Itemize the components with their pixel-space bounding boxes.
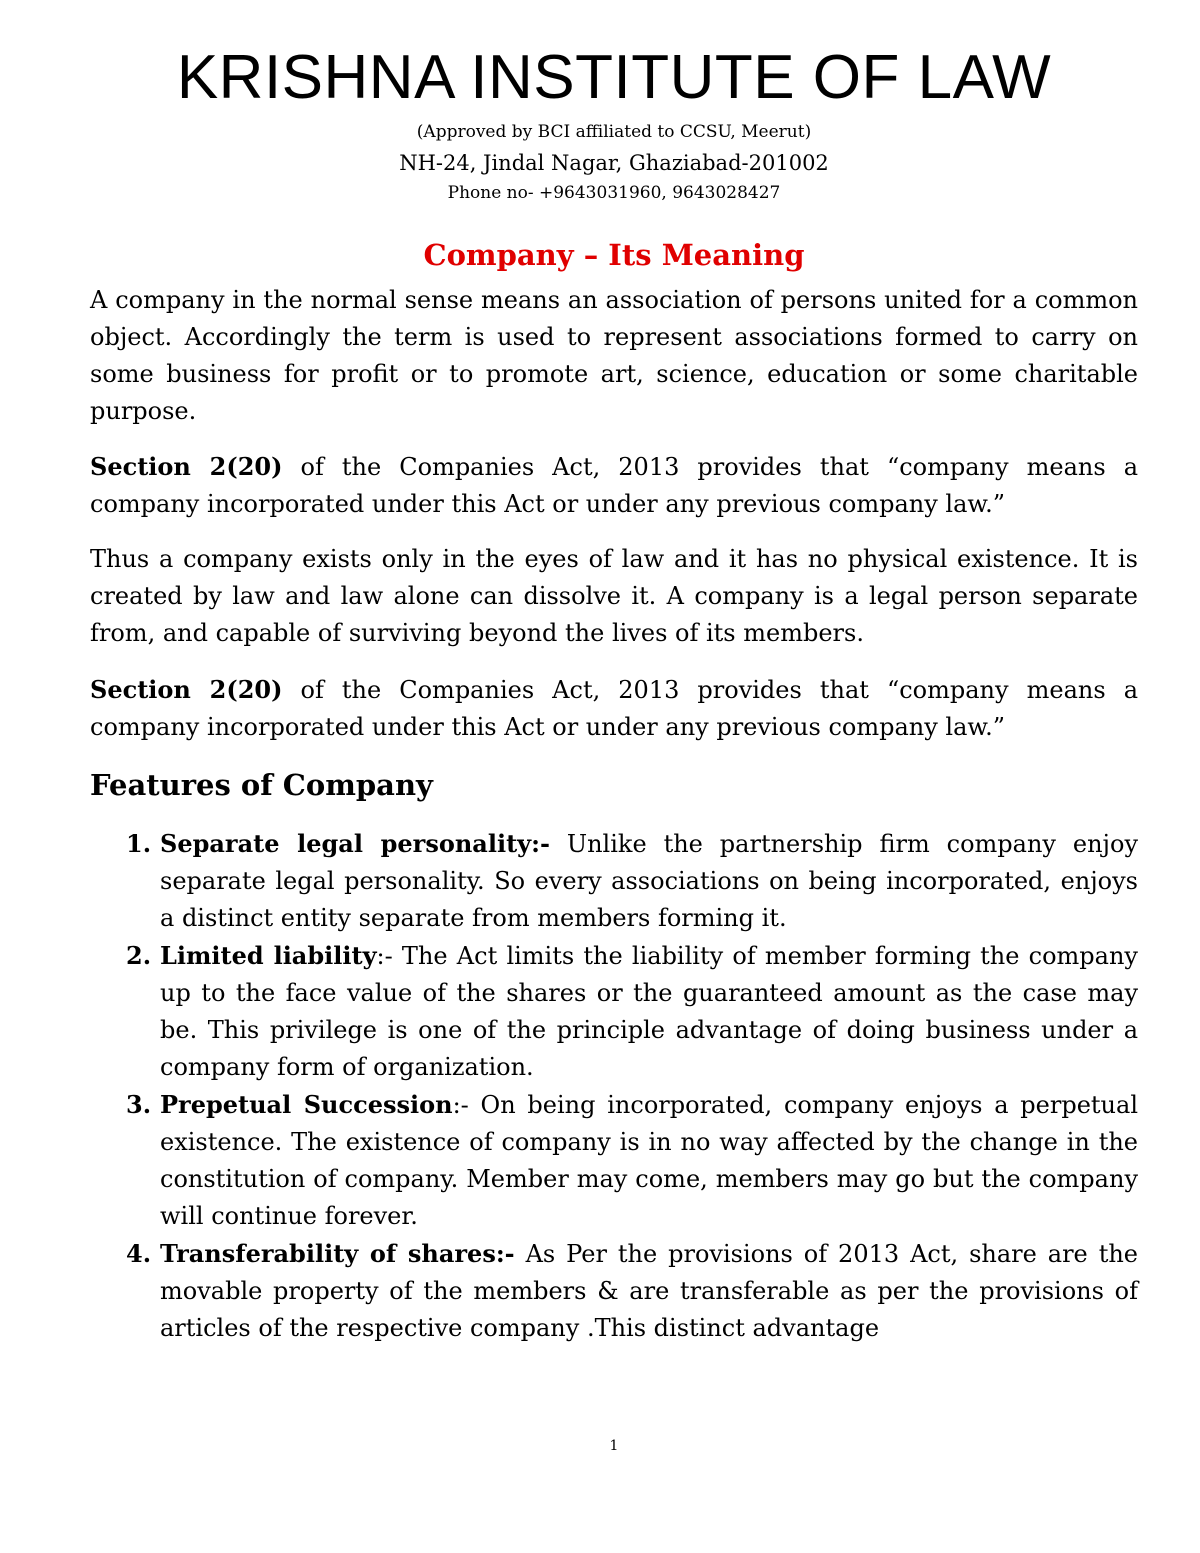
- feature-term: Prepetual Succession: [160, 1090, 453, 1119]
- feature-text: :- On being incorporated, company enjoys a perpetual existence. The existence of company is in no way affected by the change in the constitution of company. Member may come, members may go but the company will continue forever.: [160, 1091, 1138, 1230]
- existence-paragraph: Thus a company exists only in the eyes of law and it has no physical existence. It is created by law and law alone can dissolve it. A company is a legal person separate from, and capable of surviving beyond the lives of its members.: [90, 545, 1138, 647]
- address-line: NH-24, Jindal Nagar, Ghaziabad-201002: [399, 151, 829, 175]
- feature-term: Transferability of shares:-: [160, 1239, 515, 1268]
- section-definition-text: of the Companies Act, 2013 provides that “company means a company incorporated under this Act or under any previous company law.”: [90, 676, 1139, 741]
- section-definition-text: of the Companies Act, 2013 provides that “company means a company incorporated under this Act or under any previous company law.”: [90, 453, 1139, 518]
- intro-paragraph: A company in the normal sense means an association of persons united for a common object. Accordingly the term is used to represent associations formed to carry on some business for profit or to promote art, science, education or some charitable purpose.: [90, 286, 1138, 425]
- feature-text: As Per the provisions of 2013 Act, share are the movable property of the members & are transferable as per the provisions of articles of the respective company .This distinct advantage: [160, 1240, 1138, 1342]
- feature-item: [90, 1086, 1138, 1235]
- feature-text: :- The Act limits the liability of member forming the company up to the face value of the shares or the guaranteed amount as the case may be. This privilege is one of the principle advantage of doing business under a company form of organization.: [160, 942, 1138, 1081]
- phone-line: Phone no- +9643031960, 9643028427: [447, 183, 781, 203]
- approval-line: (Approved by BCI affiliated to CCSU, Meerut): [416, 122, 812, 142]
- page-number: 1: [609, 1438, 619, 1454]
- section-definition-paragraph-repeat: [90, 671, 1138, 746]
- section-definition-paragraph: [90, 448, 1138, 523]
- feature-term: Separate legal personality:-: [160, 829, 550, 858]
- feature-item: [90, 825, 1138, 937]
- document-title: Company – Its Meaning: [423, 238, 805, 272]
- feature-term: Limited liability: [160, 941, 377, 970]
- feature-text: Unlike the partnership firm company enjoy separate legal personality. So every associations on being incorporated, enjoys a distinct entity separate from members forming it.: [160, 830, 1138, 932]
- feature-number: 2.: [126, 941, 152, 970]
- feature-number: 1.: [126, 829, 152, 858]
- feature-item: [90, 937, 1138, 1086]
- feature-number: 4.: [126, 1239, 152, 1268]
- section-reference: Section 2(20): [90, 452, 283, 481]
- feature-number: 3.: [126, 1090, 152, 1119]
- features-heading: Features of Company: [90, 768, 433, 802]
- features-list: [90, 825, 1138, 1347]
- feature-item: [90, 1235, 1138, 1347]
- section-reference: Section 2(20): [90, 675, 283, 704]
- institute-name: KRISHNA INSTITUTE OF LAW: [176, 43, 1052, 112]
